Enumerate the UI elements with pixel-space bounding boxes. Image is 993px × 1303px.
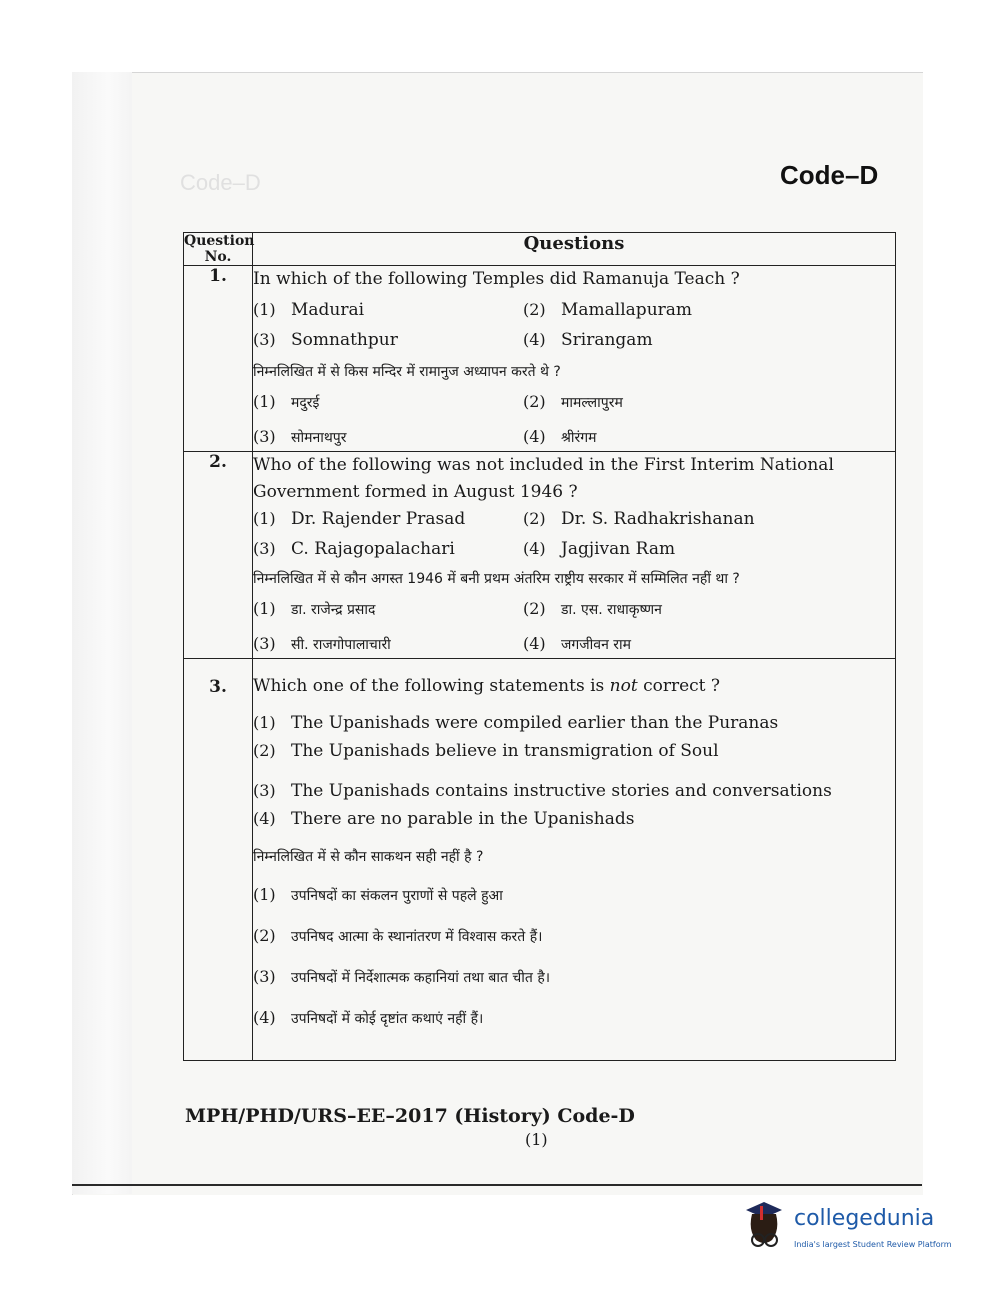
option: (1) Dr. Rajender Prasad — [253, 509, 466, 529]
logo-name: collegedunia — [794, 1206, 935, 1231]
option: (4) उपनिषदों में कोई दृष्टांत कथाएं नहीं हैं। — [253, 1008, 484, 1027]
option: (2) Mamallapuram — [523, 300, 693, 320]
option: (4) Jagjivan Ram — [523, 539, 676, 559]
option: (4) Srirangam — [523, 330, 653, 350]
question-body — [253, 659, 896, 1061]
option: (3) सी. राजगोपालाचारी — [253, 634, 391, 653]
question-text-hi: निम्नलिखित में से कौन अगस्त 1946 में बनी प्रथम अंतरिम राष्ट्रीय सरकार में सम्मिलित नहीं था ? — [253, 571, 740, 587]
question-row — [184, 659, 896, 1061]
page-number: (1) — [525, 1130, 548, 1149]
student-mascot-icon — [738, 1200, 790, 1260]
option: (4) जगजीवन राम — [523, 634, 632, 653]
option: (3) C. Rajagopalachari — [253, 539, 455, 559]
question-text-hi: निम्नलिखित में से किस मन्दिर में रामानुज अध्यापन करते थे ? — [253, 364, 561, 380]
option: (2) डा. एस. राधाकृष्णन — [523, 599, 662, 618]
option: (2) मामल्लापुरम — [523, 392, 623, 411]
option: (1) The Upanishads were compiled earlier than the Puranas — [253, 713, 779, 733]
option: (2) The Upanishads believe in transmigration of Soul — [253, 741, 719, 761]
options-en — [253, 506, 895, 562]
page-fold-shadow — [72, 72, 132, 1194]
page-bottom-edge — [72, 1184, 922, 1186]
question-text-hi: निम्नलिखित में से कौन साकथन सही नहीं है ? — [253, 849, 484, 865]
options-hi — [253, 596, 895, 658]
option: (3) The Upanishads contains instructive stories and conversations — [253, 781, 832, 801]
option: (2) उपनिषद आत्मा के स्थानांतरण में विश्वास करते हैं। — [253, 926, 543, 945]
question-no-header: Question No. — [184, 233, 255, 265]
question-number: 2. — [184, 452, 253, 659]
option: (4) श्रीरंगम — [523, 427, 597, 446]
options-en — [253, 297, 895, 353]
options-hi — [253, 389, 895, 451]
question-number: 3. — [184, 659, 253, 1061]
questions-header: Questions — [253, 233, 896, 266]
option: (1) Madurai — [253, 300, 365, 320]
question-number: 1. — [184, 266, 253, 452]
question-text-en: In which of the following Temples did Ramanuja Teach ? — [253, 269, 740, 289]
question-row — [184, 452, 896, 659]
question-body — [253, 266, 896, 452]
option: (3) सोमनाथपुर — [253, 427, 347, 446]
logo-tagline: India's largest Student Review Platform — [794, 1240, 952, 1249]
question-body — [253, 452, 896, 659]
option: (3) Somnathpur — [253, 330, 398, 350]
table-header-row — [184, 233, 896, 266]
question-text-en: Which one of the following statements is not correct ? — [253, 676, 721, 696]
option: (1) मदुरई — [253, 392, 320, 411]
question-row — [184, 266, 896, 452]
collegedunia-logo[interactable] — [738, 1200, 963, 1260]
option: (4) There are no parable in the Upanishads — [253, 809, 635, 829]
question-text-en: Who of the following was not included in the First Interim National Government formed in August 1946 ? — [253, 455, 834, 502]
exam-footer: MPH/PHD/URS–EE–2017 (History) Code-D — [185, 1105, 635, 1127]
options-en — [253, 710, 895, 832]
options-hi — [253, 882, 895, 1032]
option: (1) उपनिषदों का संकलन पुराणों से पहले हुआ — [253, 885, 503, 904]
option: (3) उपनिषदों में निर्देशात्मक कहानियां तथा बात चीत है। — [253, 967, 551, 986]
questions-table — [183, 232, 896, 1061]
bleed-through-text: Code–D — [180, 170, 261, 195]
option: (1) डा. राजेन्द्र प्रसाद — [253, 599, 376, 618]
option: (2) Dr. S. Radhakrishanan — [523, 509, 755, 529]
code-label: Code–D — [780, 160, 879, 190]
